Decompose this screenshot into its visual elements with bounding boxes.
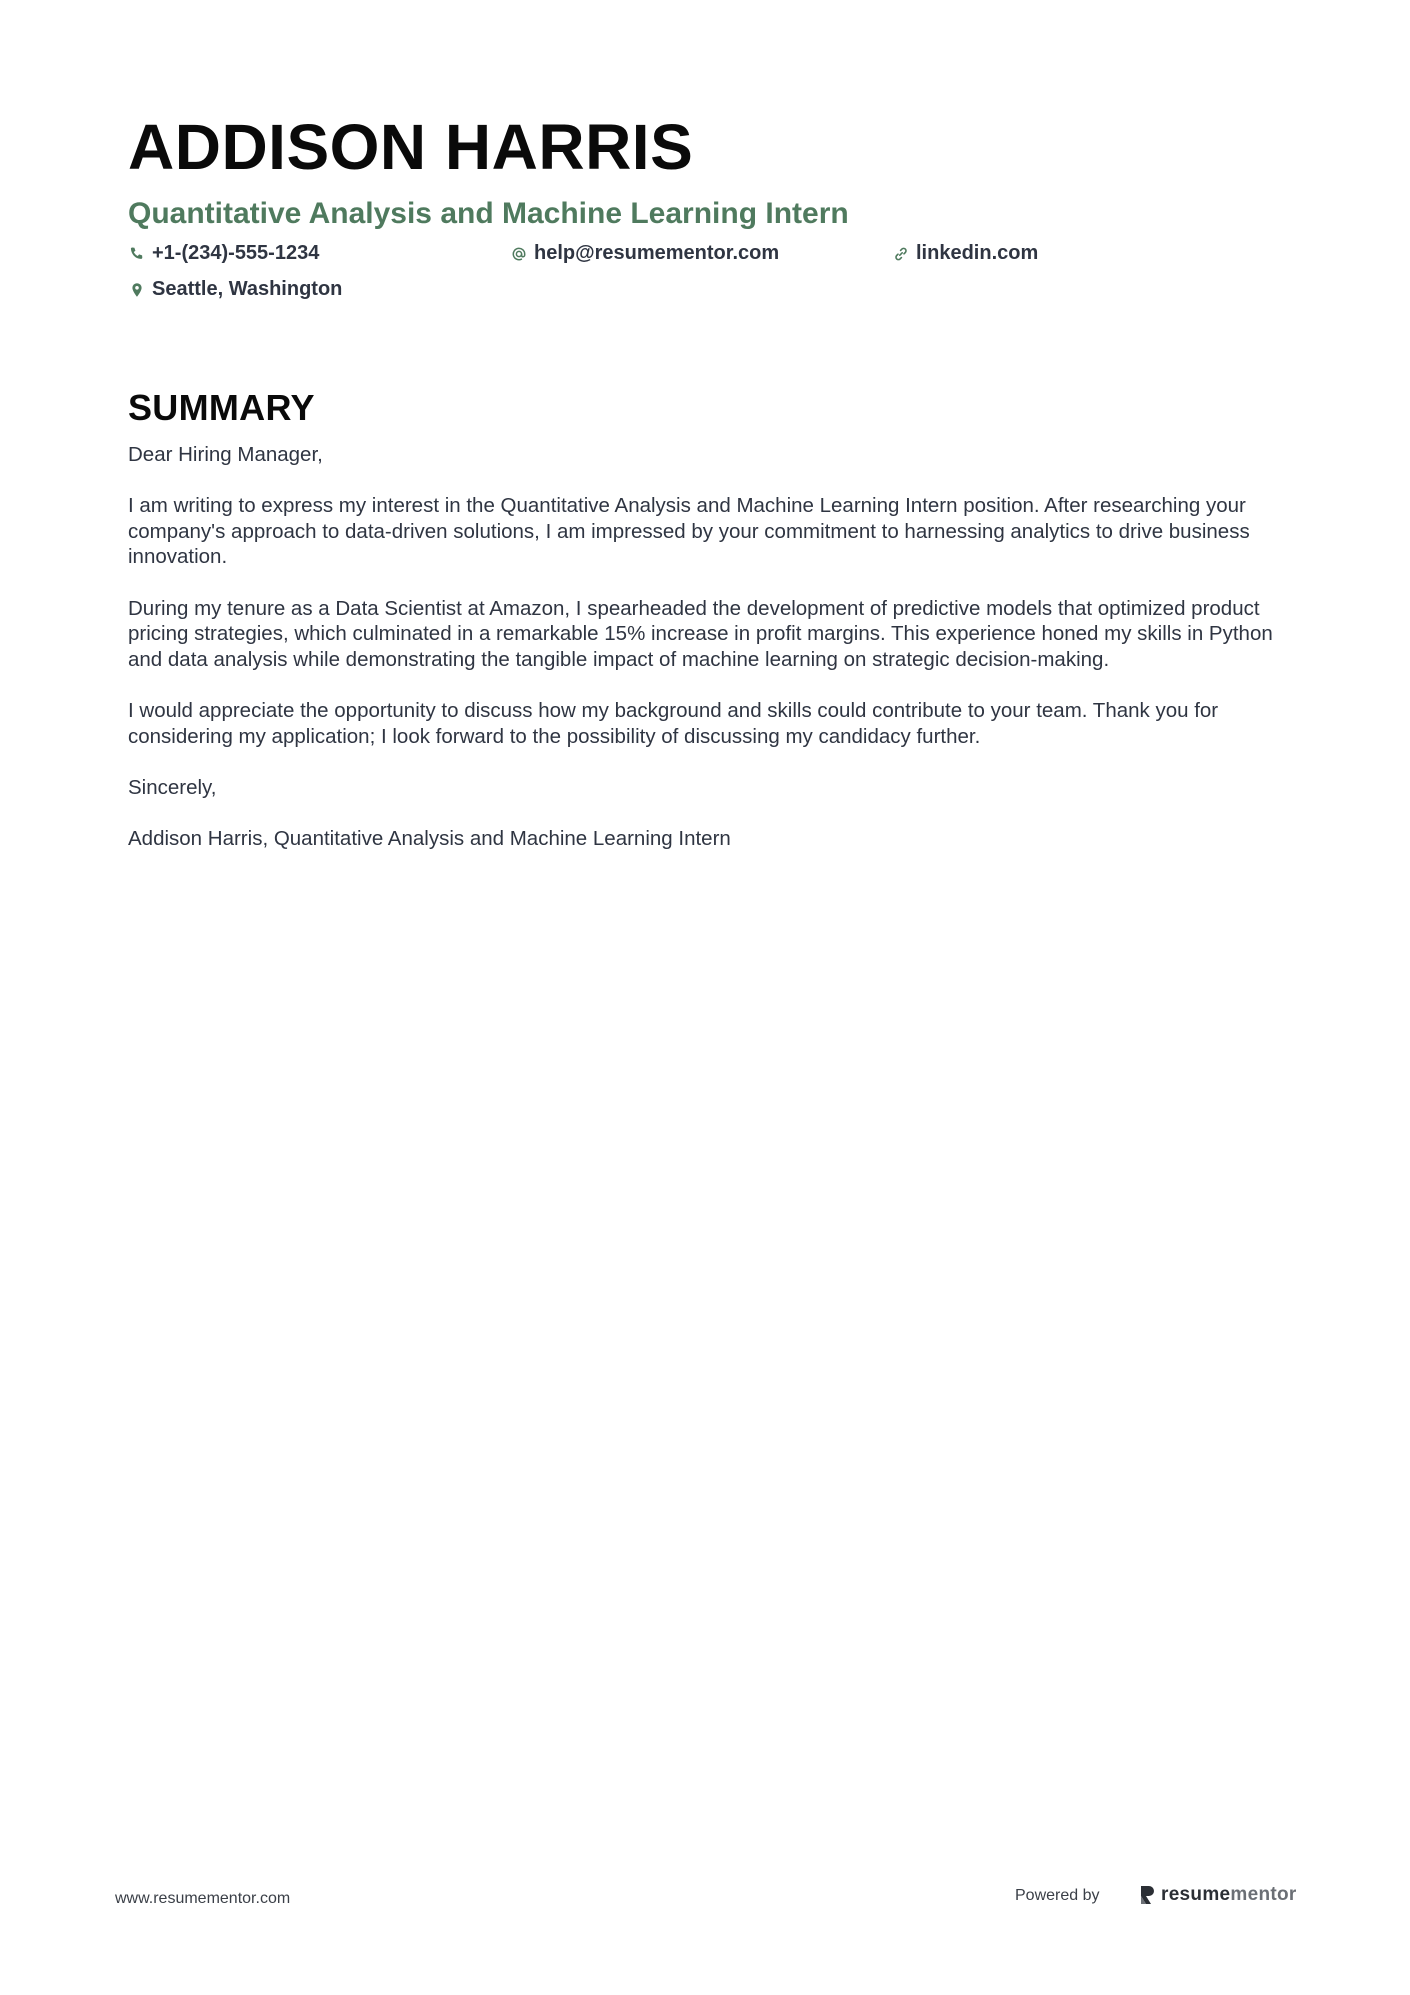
phone-text: +1-(234)-555-1234	[152, 242, 320, 264]
contact-phone	[128, 242, 319, 265]
location-text: Seattle, Washington	[152, 278, 343, 300]
summary-section	[128, 386, 1290, 877]
letter-paragraph: I would appreciate the opportunity to discuss how my background and skills could contribute to your team. Thank you for considering my application; I look forward to the possibility of discussing my candidacy further.	[128, 698, 1219, 748]
linkedin-text[interactable]: linkedin.com	[916, 242, 1039, 264]
brand-name-part2: mentor	[1230, 1884, 1297, 1905]
resume-header	[128, 112, 1288, 314]
at-icon	[510, 245, 528, 263]
cover-letter-body	[128, 442, 1290, 852]
letter-paragraph: I am writing to express my interest in the Quantitative Analysis and Machine Learning Intern position. After researching your company's approach to data-driven solutions, I am impressed by your commitment to harnessing analytics to drive business innovation.	[128, 494, 1250, 569]
brand-logo[interactable]	[1138, 1884, 1297, 1906]
letter-paragraph: During my tenure as a Data Scientist at Amazon, I spearheaded the development of predictive models that optimized product pricing strategies, which culminated in a remarkable 15% increase in profit margins. This experience honed my skills in Python and data analysis while demonstrating the tangible impact of machine learning on strategic decision-making.	[128, 596, 1273, 671]
location-pin-icon	[128, 281, 146, 299]
closing: Sincerely,	[128, 775, 217, 799]
candidate-name: ADDISON HARRIS	[128, 111, 694, 183]
powered-by-label: Powered by	[1015, 1887, 1100, 1904]
signature: Addison Harris, Quantitative Analysis and Machine Learning Intern	[128, 826, 731, 850]
salutation: Dear Hiring Manager,	[128, 443, 323, 466]
link-icon	[892, 245, 910, 263]
job-title: Quantitative Analysis and Machine Learning Intern	[128, 197, 849, 230]
phone-icon	[128, 245, 146, 263]
resumementor-logo-icon	[1138, 1884, 1156, 1906]
section-title: SUMMARY	[128, 387, 315, 428]
contact-location	[128, 278, 342, 301]
contact-email[interactable]	[510, 242, 779, 265]
email-text[interactable]: help@resumementor.com	[534, 242, 780, 264]
footer-url[interactable]: www.resumementor.com	[115, 1890, 291, 1907]
contact-linkedin[interactable]	[892, 242, 1038, 265]
brand-name-part1: resume	[1161, 1884, 1231, 1905]
contact-info	[128, 242, 1288, 314]
